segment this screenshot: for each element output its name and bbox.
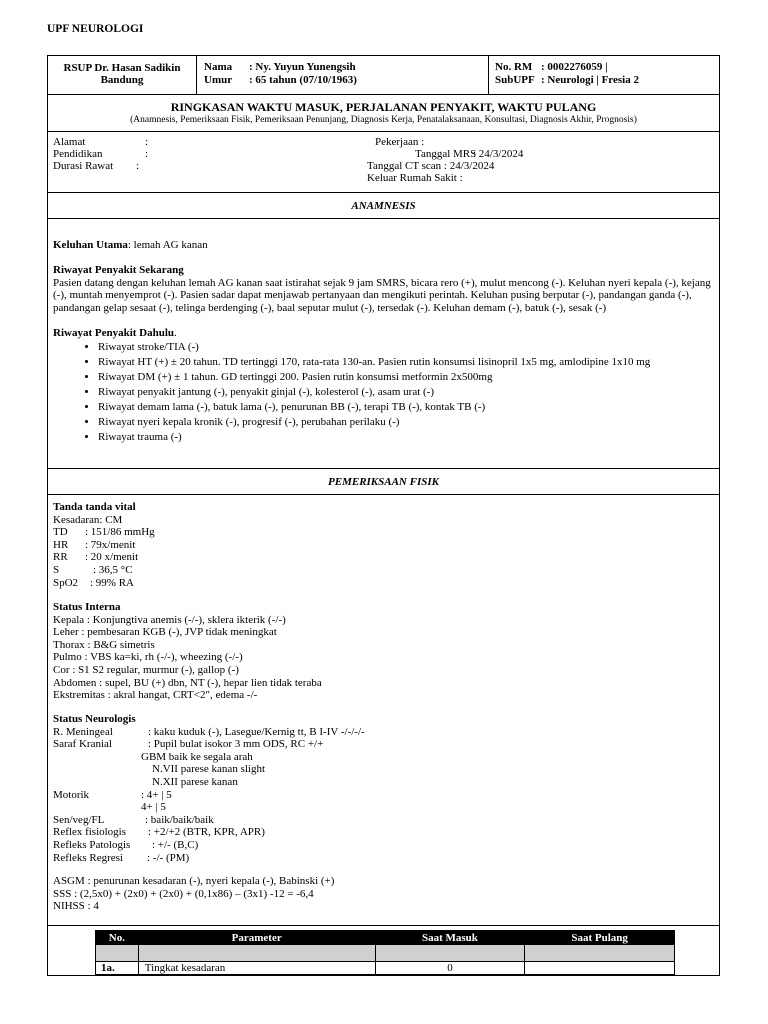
- durasi-label: Durasi Rawat: [53, 160, 114, 172]
- patient-cell: [197, 56, 489, 94]
- row-pulang: [525, 962, 675, 975]
- vital-heading: Tanda tanda vital: [53, 501, 136, 513]
- tanggal-mrs-label: Tanggal MRS: [415, 148, 477, 160]
- interna-line: Cor : S1 S2 regular, murmur (-), gallop (-): [53, 663, 239, 676]
- spo2-label: SpO2: [53, 576, 79, 589]
- row-masuk: 0: [375, 962, 525, 975]
- keluhan-label: Keluhan Utama: [53, 239, 128, 251]
- col-saat-pulang: Saat Pulang: [525, 931, 675, 945]
- department-label: UPF NEUROLOGI: [47, 23, 144, 35]
- rm-value: : 0002276059 |: [541, 61, 608, 73]
- list-item: • Riwayat demam lama (-), batuk lama (-), penurunan BB (-), terapi TB (-), kontak TB (-): [98, 400, 715, 415]
- kranial-line: N.VII parese kanan slight: [152, 763, 266, 776]
- tanggal-ct: Tanggal CT scan : 24/3/2024: [367, 160, 495, 172]
- kranial-line: GBM baik ke segala arah: [141, 750, 253, 763]
- list-item: • Riwayat nyeri kepala kronik (-), progresif (-), perubahan perilaku (-): [98, 415, 715, 430]
- list-item: • Riwayat stroke/TIA (-): [98, 340, 715, 355]
- patologis-label: Refleks Patologis: [53, 838, 131, 851]
- table-row: [96, 962, 675, 975]
- alamat-colon: :: [145, 136, 149, 148]
- interna-line: Ekstremitas : akral hangat, CRT<2", edema -/-: [53, 689, 258, 702]
- nama-label: Nama: [204, 61, 233, 73]
- interna-line: Thorax : B&G simetris: [53, 638, 155, 651]
- col-no: No.: [96, 931, 139, 945]
- nihss-table: [95, 930, 675, 975]
- hr-label: HR: [53, 538, 69, 551]
- motorik-value-2: 4+ | 5: [141, 801, 166, 814]
- spo2-value: : 99% RA: [90, 576, 134, 589]
- list-item: • Riwayat DM (+) ± 1 tahun. GD tertinggi 200. Pasien rutin konsumsi metformin 2x500mg: [98, 370, 715, 385]
- sss-line: SSS : (2,5x0) + (2x0) + (2x0) + (0,1x86) – (3x1) -12 = -6,4: [53, 887, 314, 900]
- s-value: : 36,5 °C: [93, 563, 133, 576]
- alamat-label: Alamat: [53, 136, 86, 148]
- reflex-label: Reflex fisiologis: [53, 826, 127, 839]
- asgm-line: ASGM : penurunan kesadaran (-), nyeri kepala (-), Babinski (+): [53, 875, 335, 888]
- meningeal-label: R. Meningeal: [53, 725, 113, 738]
- tanggal-mrs-value: : 24/3/2024: [473, 148, 524, 160]
- rpd-list: [53, 340, 715, 446]
- subupf-value: : Neurologi | Fresia 2: [541, 74, 639, 86]
- fisik-section: [48, 495, 719, 926]
- status-neurologis: [53, 713, 715, 913]
- summary-form: [47, 55, 720, 976]
- motorik-value: : 4+ | 5: [141, 788, 172, 801]
- td-value: : 151/86 mmHg: [85, 526, 155, 539]
- rps-heading: Riwayat Penyakit Sekarang: [53, 264, 184, 276]
- pendidikan-label: Pendidikan: [53, 148, 103, 160]
- anamnesis-heading: ANAMNESIS: [48, 193, 719, 219]
- rr-value: : 20 x/menit: [85, 551, 139, 564]
- interna-heading: Status Interna: [53, 601, 121, 613]
- kranial-line: N.XII parese kanan: [152, 775, 238, 788]
- kranial-label: Saraf Kranial: [53, 738, 112, 751]
- hospital-cell: [48, 56, 197, 94]
- rpd-heading: Riwayat Penyakit Dahulu: [53, 327, 175, 339]
- interna-line: Abdomen : supel, BU (+) dbn, NT (-), hepar lien tidak teraba: [53, 676, 322, 689]
- rm-label: No. RM: [495, 61, 533, 73]
- neuro-heading: Status Neurologis: [53, 713, 136, 725]
- interna-line: Pulmo : VBS ka=ki, rh (-/-), wheezing (-/-): [53, 651, 243, 664]
- umur-value: : 65 tahun (07/10/1963): [249, 74, 357, 86]
- patologis-value: : +/- (B,C): [152, 838, 199, 851]
- keluar-rs: Keluar Rumah Sakit :: [367, 172, 463, 184]
- kesadaran: Kesadaran: CM: [53, 513, 123, 526]
- status-interna: [53, 601, 715, 702]
- rps-text: Pasien datang dengan keluhan lemah AG kanan saat istirahat sejak 9 jam SMRS, bicara rero (+), mulut mencong (-). Keluhan nyeri kepala (-), kejang (-), muntah menyemprot (-). Pasien sadar dapat menjawab pertanyaan dan mengikuti perintah. Keluhan pusing berputar (-), pandangan ganda (-), pandangan gelap sesaat (-), telinga berdenging (-), baal seputar mulut (-), tersedak (-). Keluhan demam (-), batuk (-), sesak (-): [53, 276, 711, 314]
- form-title: [48, 95, 719, 132]
- col-saat-masuk: Saat Masuk: [375, 931, 525, 945]
- rpd-dot: .: [174, 327, 177, 339]
- rpd-block: [53, 327, 715, 445]
- table-spacer: [96, 945, 675, 962]
- reflex-value: : +2/+2 (BTR, KPR, APR): [148, 826, 265, 839]
- umur-label: Umur: [204, 74, 233, 86]
- keluhan-utama: [53, 239, 715, 252]
- pekerjaan-label: Pekerjaan :: [375, 136, 425, 148]
- list-item: • Riwayat HT (+) ± 20 tahun. TD tertinggi 170, rata-rata 130-an. Pasien rutin konsumsi lisinopril 1x5 mg, amlodipine 1x10 mg: [98, 355, 715, 370]
- nihss-line: NIHSS : 4: [53, 900, 99, 913]
- hospital-city: Bandung: [100, 74, 144, 86]
- meningeal-value: : kaku kuduk (-), Lasegue/Kernig tt, B I-IV -/-/-/-: [148, 725, 365, 738]
- row-no: 1a.: [96, 962, 139, 975]
- interna-line: Leher : pembesaran KGB (-), JVP tidak meningkat: [53, 626, 277, 639]
- form-title-main: RINGKASAN WAKTU MASUK, PERJALANAN PENYAKIT, WAKTU PULANG: [170, 100, 597, 114]
- row-parameter: Tingkat kesadaran: [138, 962, 375, 975]
- patient-header: [48, 56, 719, 95]
- nama-value: : Ny. Yuyun Yunengsih: [249, 61, 356, 73]
- record-cell: [489, 56, 719, 94]
- vital-signs: [53, 501, 715, 589]
- fisik-heading: PEMERIKSAAN FISIK: [48, 469, 719, 495]
- regresi-label: Refleks Regresi: [53, 851, 123, 864]
- s-label: S: [53, 563, 60, 576]
- hr-value: : 79x/menit: [85, 538, 136, 551]
- regresi-value: : -/- (PM): [147, 851, 190, 864]
- col-parameter: Parameter: [138, 931, 375, 945]
- list-item: • Riwayat penyakit jantung (-), penyakit ginjal (-), kolesterol (-), asam urat (-): [98, 385, 715, 400]
- anamnesis-section: [48, 219, 719, 469]
- sen-value: : baik/baik/baik: [145, 813, 214, 826]
- admission-info: [48, 132, 719, 193]
- motorik-label: Motorik: [53, 788, 90, 801]
- td-label: TD: [53, 526, 68, 539]
- keluhan-value: : lemah AG kanan: [127, 239, 208, 251]
- form-title-sub: (Anamnesis, Pemeriksaan Fisik, Pemeriksaan Penunjang, Diagnosis Kerja, Penatalaksanaan, Konsultasi, Diagnosis Akhir, Prognosis): [130, 115, 637, 125]
- interna-line: Kepala : Konjungtiva anemis (-/-), sklera ikterik (-/-): [53, 613, 286, 626]
- sen-label: Sen/veg/FL: [53, 813, 105, 826]
- rps-block: [53, 264, 715, 314]
- durasi-colon: :: [136, 160, 140, 172]
- list-item: • Riwayat trauma (-): [98, 430, 715, 445]
- hospital-name: RSUP Dr. Hasan Sadikin: [63, 62, 181, 74]
- kranial-value: : Pupil bulat isokor 3 mm ODS, RC +/+: [148, 738, 324, 751]
- subupf-label: SubUPF: [495, 74, 535, 86]
- rr-label: RR: [53, 551, 68, 564]
- pendidikan-colon: :: [145, 148, 149, 160]
